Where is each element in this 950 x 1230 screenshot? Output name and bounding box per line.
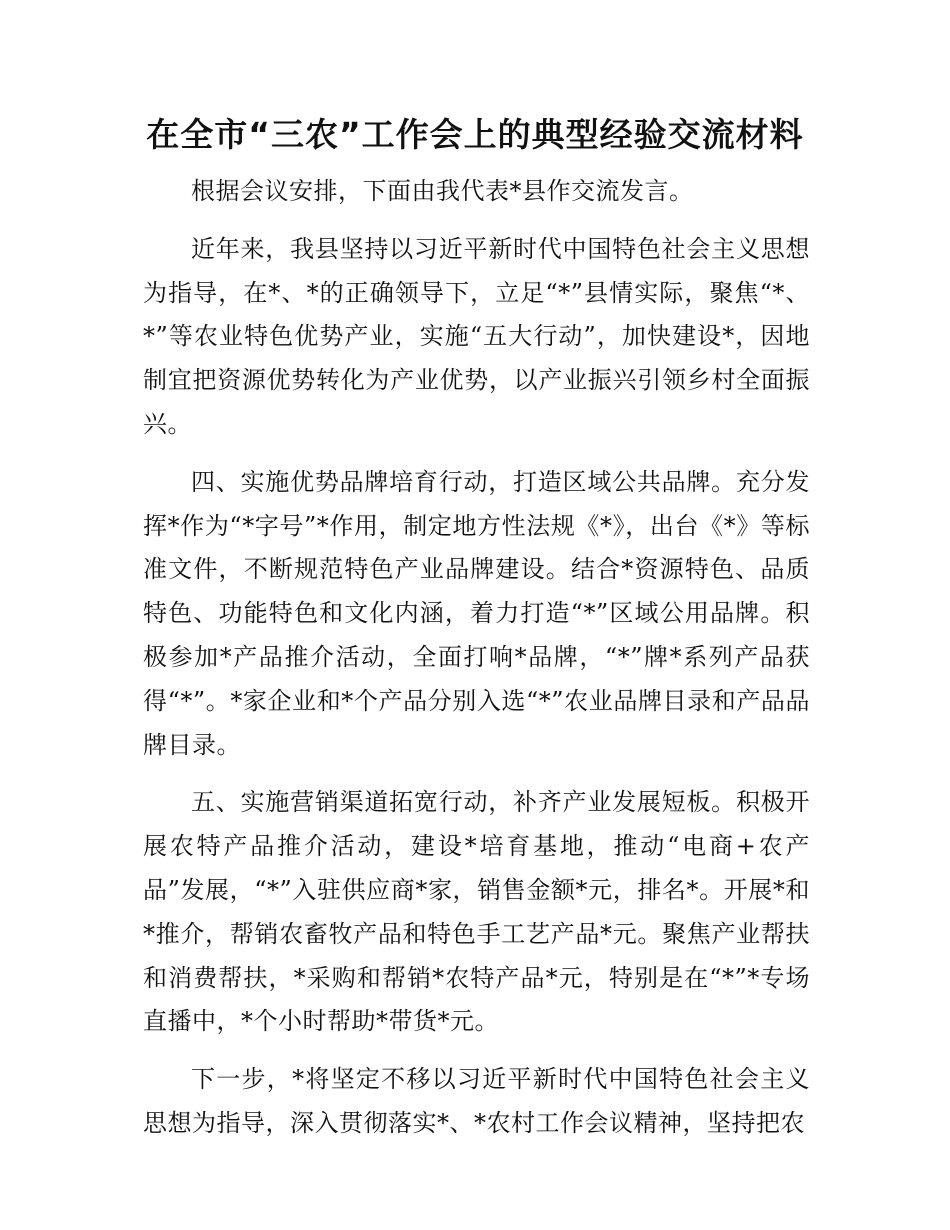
- paragraph-next-step: 下一步，*将坚定不移以习近平新时代中国特色社会主义思想为指导，深入贯彻落实*、*农村工作会议精神，坚持把农: [143, 1065, 810, 1137]
- document-body: [143, 170, 810, 1160]
- paragraph-brand-action: 四、实施优势品牌培育行动，打造区域公共品牌。充分发挥*作为“*字号”*作用，制定地方性法规《*》，出台《*》等标准文件，不断规范特色产业品牌建设。结合*资源特色、品质特色、功能特色和文化内涵，着力打造“*”区域公用品牌。积极参加*产品推介活动，全面打响*品牌，“*”牌*系列产品获得“*”。*家企业和*个产品分别入选“*”农业品牌目录和产品品牌目录。: [143, 467, 810, 759]
- paragraph-marketing-action: 五、实施营销渠道拓宽行动，补齐产业发展短板。积极开展农特产品推介活动，建设*培育基地，推动“电商+农产品”发展，“*”入驻供应商*家，销售金额*元，排名*。开展*和*推介，帮销农畜牧产品和特色手工艺产品*元。聚焦产业帮扶和消费帮扶，*采购和帮销*农特产品*元，特别是在“*”*专场直播中，*个小时帮助*带货*元。: [143, 788, 810, 1036]
- paragraph-overview: 近年来，我县坚持以习近平新时代中国特色社会主义思想为指导，在*、*的正确领导下，立足“*”县情实际，聚焦“*、*”等农业特色优势产业，实施“五大行动”，加快建设*，因地制宜把资源优势转化为产业优势，以产业振兴引领乡村全面振兴。: [143, 234, 810, 438]
- paragraph-intro: 根据会议安排，下面由我代表*县作交流发言。: [191, 177, 694, 205]
- document-title: 在全市“三农”工作会上的典型经验交流材料: [146, 115, 804, 154]
